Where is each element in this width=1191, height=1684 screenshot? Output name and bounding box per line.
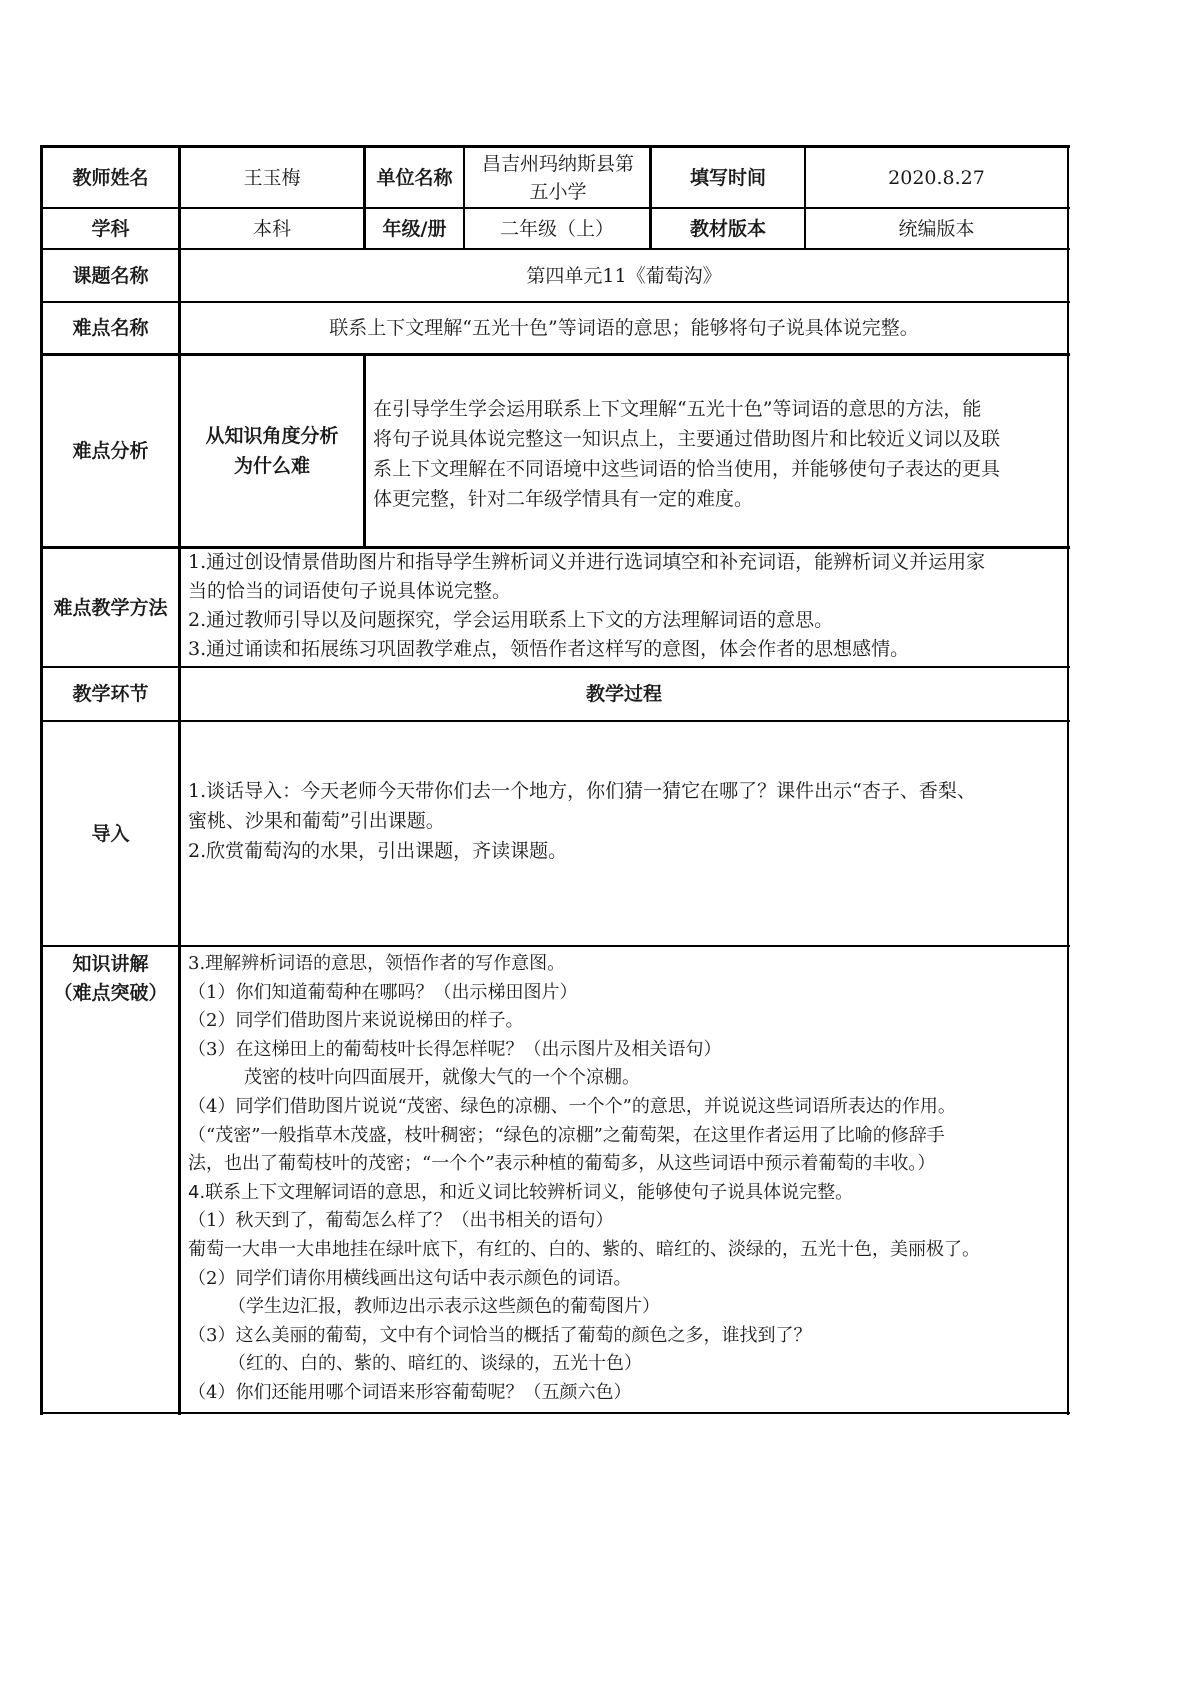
methods-line: 1.通过创设情景借助图片和指导学生辨析词义并进行选词填空和补充词语，能辨析词义并运用家 <box>188 551 986 573</box>
knowledge-line: （3）在这梯田上的葡萄枝叶长得怎样呢？（出示图片及相关语句） <box>188 1038 722 1060</box>
knowledge-line: 4.联系上下文理解词语的意思，和近义词比较辨析词义，能够使句子说具体说完整。 <box>188 1181 854 1203</box>
analysis-line: 将句子说具体说完整这一知识点上，主要通过借助图片和比较近义词以及联 <box>373 428 1001 450</box>
unit-name-value: 昌吉州玛纳斯县第五小学 <box>481 152 634 203</box>
intro-line: 2.欣赏葡萄沟的水果，引出课题，齐读课题。 <box>188 840 568 862</box>
knowledge-line: （“茂密”一般指草木茂盛，枝叶稠密；“绿色的凉棚”之葡萄架，在这里作者运用了比喻的修辞手 <box>188 1124 945 1146</box>
knowledge-line: （4）你们还能用哪个词语来形容葡萄呢？（五颜六色） <box>188 1381 632 1403</box>
methods-line: 2.通过教师引导以及问题探究，学会运用联系上下文的方法理解词语的意思。 <box>188 609 834 631</box>
knowledge-line: （学生边汇报，教师边出示表示这些颜色的葡萄图片） <box>228 1296 660 1318</box>
row-divider <box>40 945 1070 947</box>
analysis-line: 体更完整，针对二年级学情具有一定的难度。 <box>373 488 754 510</box>
row-divider <box>40 720 1070 722</box>
knowledge-line: （2）同学们借助图片来说说梯田的样子。 <box>188 1010 524 1032</box>
teacher-name-label: 教师姓名 <box>72 166 149 189</box>
knowledge-line: （红的、白的、紫的、暗红的、谈绿的，五光十色） <box>228 1353 642 1375</box>
intro-label: 导入 <box>91 822 130 845</box>
knowledge-line: 3.理解辨析词语的意思，领悟作者的写作意图。 <box>188 953 566 974</box>
table-border-right <box>1067 145 1069 1415</box>
analysis-sub-label: 从知识角度分析为什么难 <box>205 425 339 477</box>
fill-date-value: 2020.8.27 <box>888 166 985 189</box>
knowledge-line: 茂密的枝叶向四面展开，就像大气的一个个凉棚。 <box>244 1067 640 1089</box>
edition-value: 统编版本 <box>898 217 975 240</box>
analysis-label: 难点分析 <box>72 440 149 462</box>
topic-value: 第四单元11《葡萄沟》 <box>526 264 722 287</box>
edition-label: 教材版本 <box>689 217 766 240</box>
methods-line: 3.通过诵读和拓展练习巩固教学难点，领悟作者这样写的意图，体会作者的思想感情。 <box>188 638 910 660</box>
knowledge-line: （1）你们知道葡萄种在哪吗？（出示梯田图片） <box>188 981 578 1003</box>
grade-label: 年级/册 <box>382 217 447 240</box>
intro-line: 蜜桃、沙果和葡萄”引出课题。 <box>188 810 445 832</box>
difficulty-value: 联系上下文理解“五光十色”等词语的意思；能够将句子说具体说完整。 <box>329 317 919 339</box>
teaching-process-heading: 教学过程 <box>585 683 662 705</box>
col-divider <box>363 355 366 548</box>
subject-label: 学科 <box>91 217 130 240</box>
knowledge-label-line1: 知识讲解 <box>72 953 149 975</box>
analysis-line: 系上下文理解在不同语境中这些词语的恰当使用，并能够使句子表达的更具 <box>373 458 1001 480</box>
topic-label: 课题名称 <box>72 264 149 287</box>
intro-text <box>188 776 1064 866</box>
knowledge-line: （2）同学们请你用横线画出这句话中表示颜色的词语。 <box>188 1267 632 1289</box>
methods-label: 难点教学方法 <box>53 596 168 619</box>
teaching-stage-label: 教学环节 <box>72 683 149 705</box>
intro-line: 1.谈话导入：今天老师今天带你们去一个地方，你们猜一猜它在哪了？课件出示“杏子、香梨、 <box>188 780 976 802</box>
knowledge-text <box>188 950 1064 1408</box>
knowledge-label-line2: （难点突破） <box>53 982 168 1004</box>
analysis-line: 在引导学生学会运用联系上下文理解“五光十色”等词语的意思的方法，能 <box>373 398 982 420</box>
grade-value: 二年级（上） <box>499 217 614 240</box>
knowledge-line: （4）同学们借助图片说说“茂密、绿色的凉棚、一个个”的意思，并说说这些词语所表达的作用。 <box>188 1095 956 1117</box>
unit-name-label: 单位名称 <box>376 166 453 189</box>
knowledge-line: 葡萄一大串一大串地挂在绿叶底下，有红的、白的、紫的、暗红的、淡绿的，五光十色，美丽极了。 <box>188 1238 980 1260</box>
knowledge-line: （1）秋天到了，葡萄怎么样了？（出书相关的语句） <box>188 1210 614 1232</box>
methods-line: 当的恰当的词语使句子说具体说完整。 <box>188 580 512 602</box>
teacher-name-value: 王玉梅 <box>243 166 301 189</box>
table-border-bottom <box>40 1412 1070 1414</box>
fill-date-label: 填写时间 <box>689 166 766 189</box>
knowledge-label <box>43 948 178 1018</box>
knowledge-line: （3）这么美丽的葡萄，文中有个词恰当的概括了葡萄的颜色之多，谁找到了？ <box>188 1324 812 1346</box>
difficulty-label: 难点名称 <box>72 317 149 339</box>
analysis-text <box>373 394 1063 514</box>
methods-text <box>188 548 1064 664</box>
subject-value: 本科 <box>252 217 291 240</box>
knowledge-line: 法，也出了葡萄枝叶的茂密；“一个个”表示种植的葡萄多，从这些词语中预示着葡萄的丰收。） <box>188 1153 936 1175</box>
